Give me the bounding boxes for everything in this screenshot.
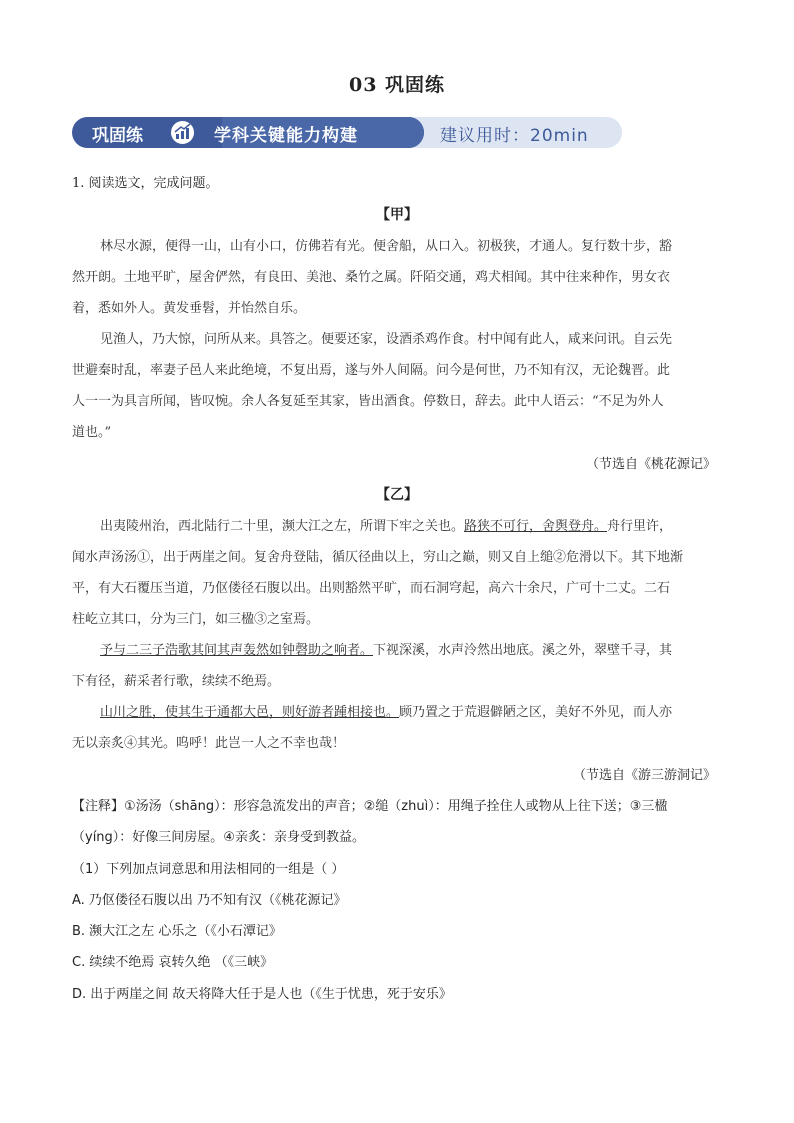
jia-line: 道也。” [72, 425, 112, 440]
annotation-line: （yíng）：好像三间房屋。④亲炙：亲身受到教益。 [72, 830, 365, 845]
yi-line [100, 515, 722, 534]
yi-line: 无以亲炙④其光。呜呼！此岂一人之不幸也哉！ [72, 736, 346, 751]
yi-source: （节选自《游三游洞记》 [572, 768, 716, 783]
yi-text: 舟行里许， [607, 519, 673, 534]
option-c[interactable]: C. 续续不绝焉 哀转久绝 （《三峡》 [72, 955, 274, 970]
yi-text: 下视深溪，水声泠然出地底。溪之外，翠壁千寻，其 [373, 643, 673, 658]
section-yi-heading: 【乙】 [376, 487, 418, 503]
section-banner [72, 117, 622, 148]
question-intro: 1. 阅读选文，完成问题。 [72, 176, 219, 191]
banner-time-label: 建议用时：20min [440, 126, 589, 146]
jia-line: 着，悉如外人。黄发垂髫，并怡然自乐。 [72, 301, 307, 316]
chart-growth-icon [168, 118, 197, 147]
jia-line: 人一一为具言所闻，皆叹惋。余人各复延至其家，皆出酒食。停数日，辞去。此中人语云：“不足为外人 [72, 394, 664, 409]
jia-line: 然开朗。土地平旷，屋舍俨然，有良田、美池、桑竹之属。阡陌交通，鸡犬相闻。其中往来种作，男女衣 [72, 270, 671, 285]
yi-line: 柱屹立其口，分为三门，如三楹③之室焉。 [72, 612, 320, 627]
chart-growth-icon-svg [171, 121, 194, 144]
yi-line [100, 639, 722, 658]
jia-source: （节选自《桃花源记》 [585, 457, 716, 472]
yi-underlined-text: 路狭不可行，舍舆登舟。 [464, 519, 608, 534]
jia-line: 林尽水源，便得一山，山有小口，仿佛若有光。便舍船，从口入。初极狭，才通人。复行数十步，豁 [100, 239, 673, 254]
banner-left-label: 巩固练 [92, 126, 143, 146]
yi-line: 下有径，薪采者行歌，续续不绝焉。 [72, 674, 281, 689]
yi-line [100, 701, 722, 720]
yi-line: 平，有大石覆压当道，乃伛偻径石腹以出。出则豁然平旷，而石洞穹起，高六十余尺，广可十二丈。二石 [72, 581, 671, 596]
page-title: 03 巩固练 [348, 74, 446, 96]
yi-underlined-text: 予与二三子浩歌其间其声轰然如钟磬助之响者。 [100, 643, 374, 658]
banner-middle-label: 学科关键能力构建 [214, 126, 358, 146]
sub-question: （1）下列加点词意思和用法相同的一组是（ ） [72, 862, 345, 877]
option-a[interactable]: A. 乃伛偻径石腹以出 乃不知有汉（《桃花源记》 [72, 893, 347, 908]
section-jia-heading: 【甲】 [376, 207, 418, 223]
yi-text: 顾乃置之于荒遐僻陋之区，美好不外见，而人亦 [399, 705, 673, 720]
jia-line: 世避秦时乱，率妻子邑人来此绝境，不复出焉，遂与外人间隔。问今是何世，乃不知有汉，无论魏晋。此 [72, 363, 671, 378]
yi-text: 出夷陵州治，西北陆行二十里，濒大江之左，所谓下牢之关也。 [100, 519, 465, 534]
option-d[interactable]: D. 出于两崖之间 故天将降大任于是人也（《生于忧患，死于安乐》 [72, 987, 452, 1002]
jia-line: 见渔人，乃大惊，问所从来。具答之。便要还家，设酒杀鸡作食。村中闻有此人，咸来问讯。自云先 [100, 332, 673, 347]
option-b[interactable]: B. 濒大江之左 心乐之（《小石潭记》 [72, 924, 282, 939]
yi-line: 闻水声汤汤①，出于两崖之间。复舍舟登陆，循仄径曲以上，穷山之巅，则又自上缒②危滑以下。其下地渐 [72, 550, 684, 565]
yi-underlined-text: 山川之胜，使其生于通都大邑，则好游者踵相接也。 [100, 705, 400, 720]
annotation-line: 【注释】①汤汤（shāng）：形容急流发出的声音；②缒（zhuì）：用绳子拴住人或物从上往下送；③三楹 [72, 799, 668, 814]
